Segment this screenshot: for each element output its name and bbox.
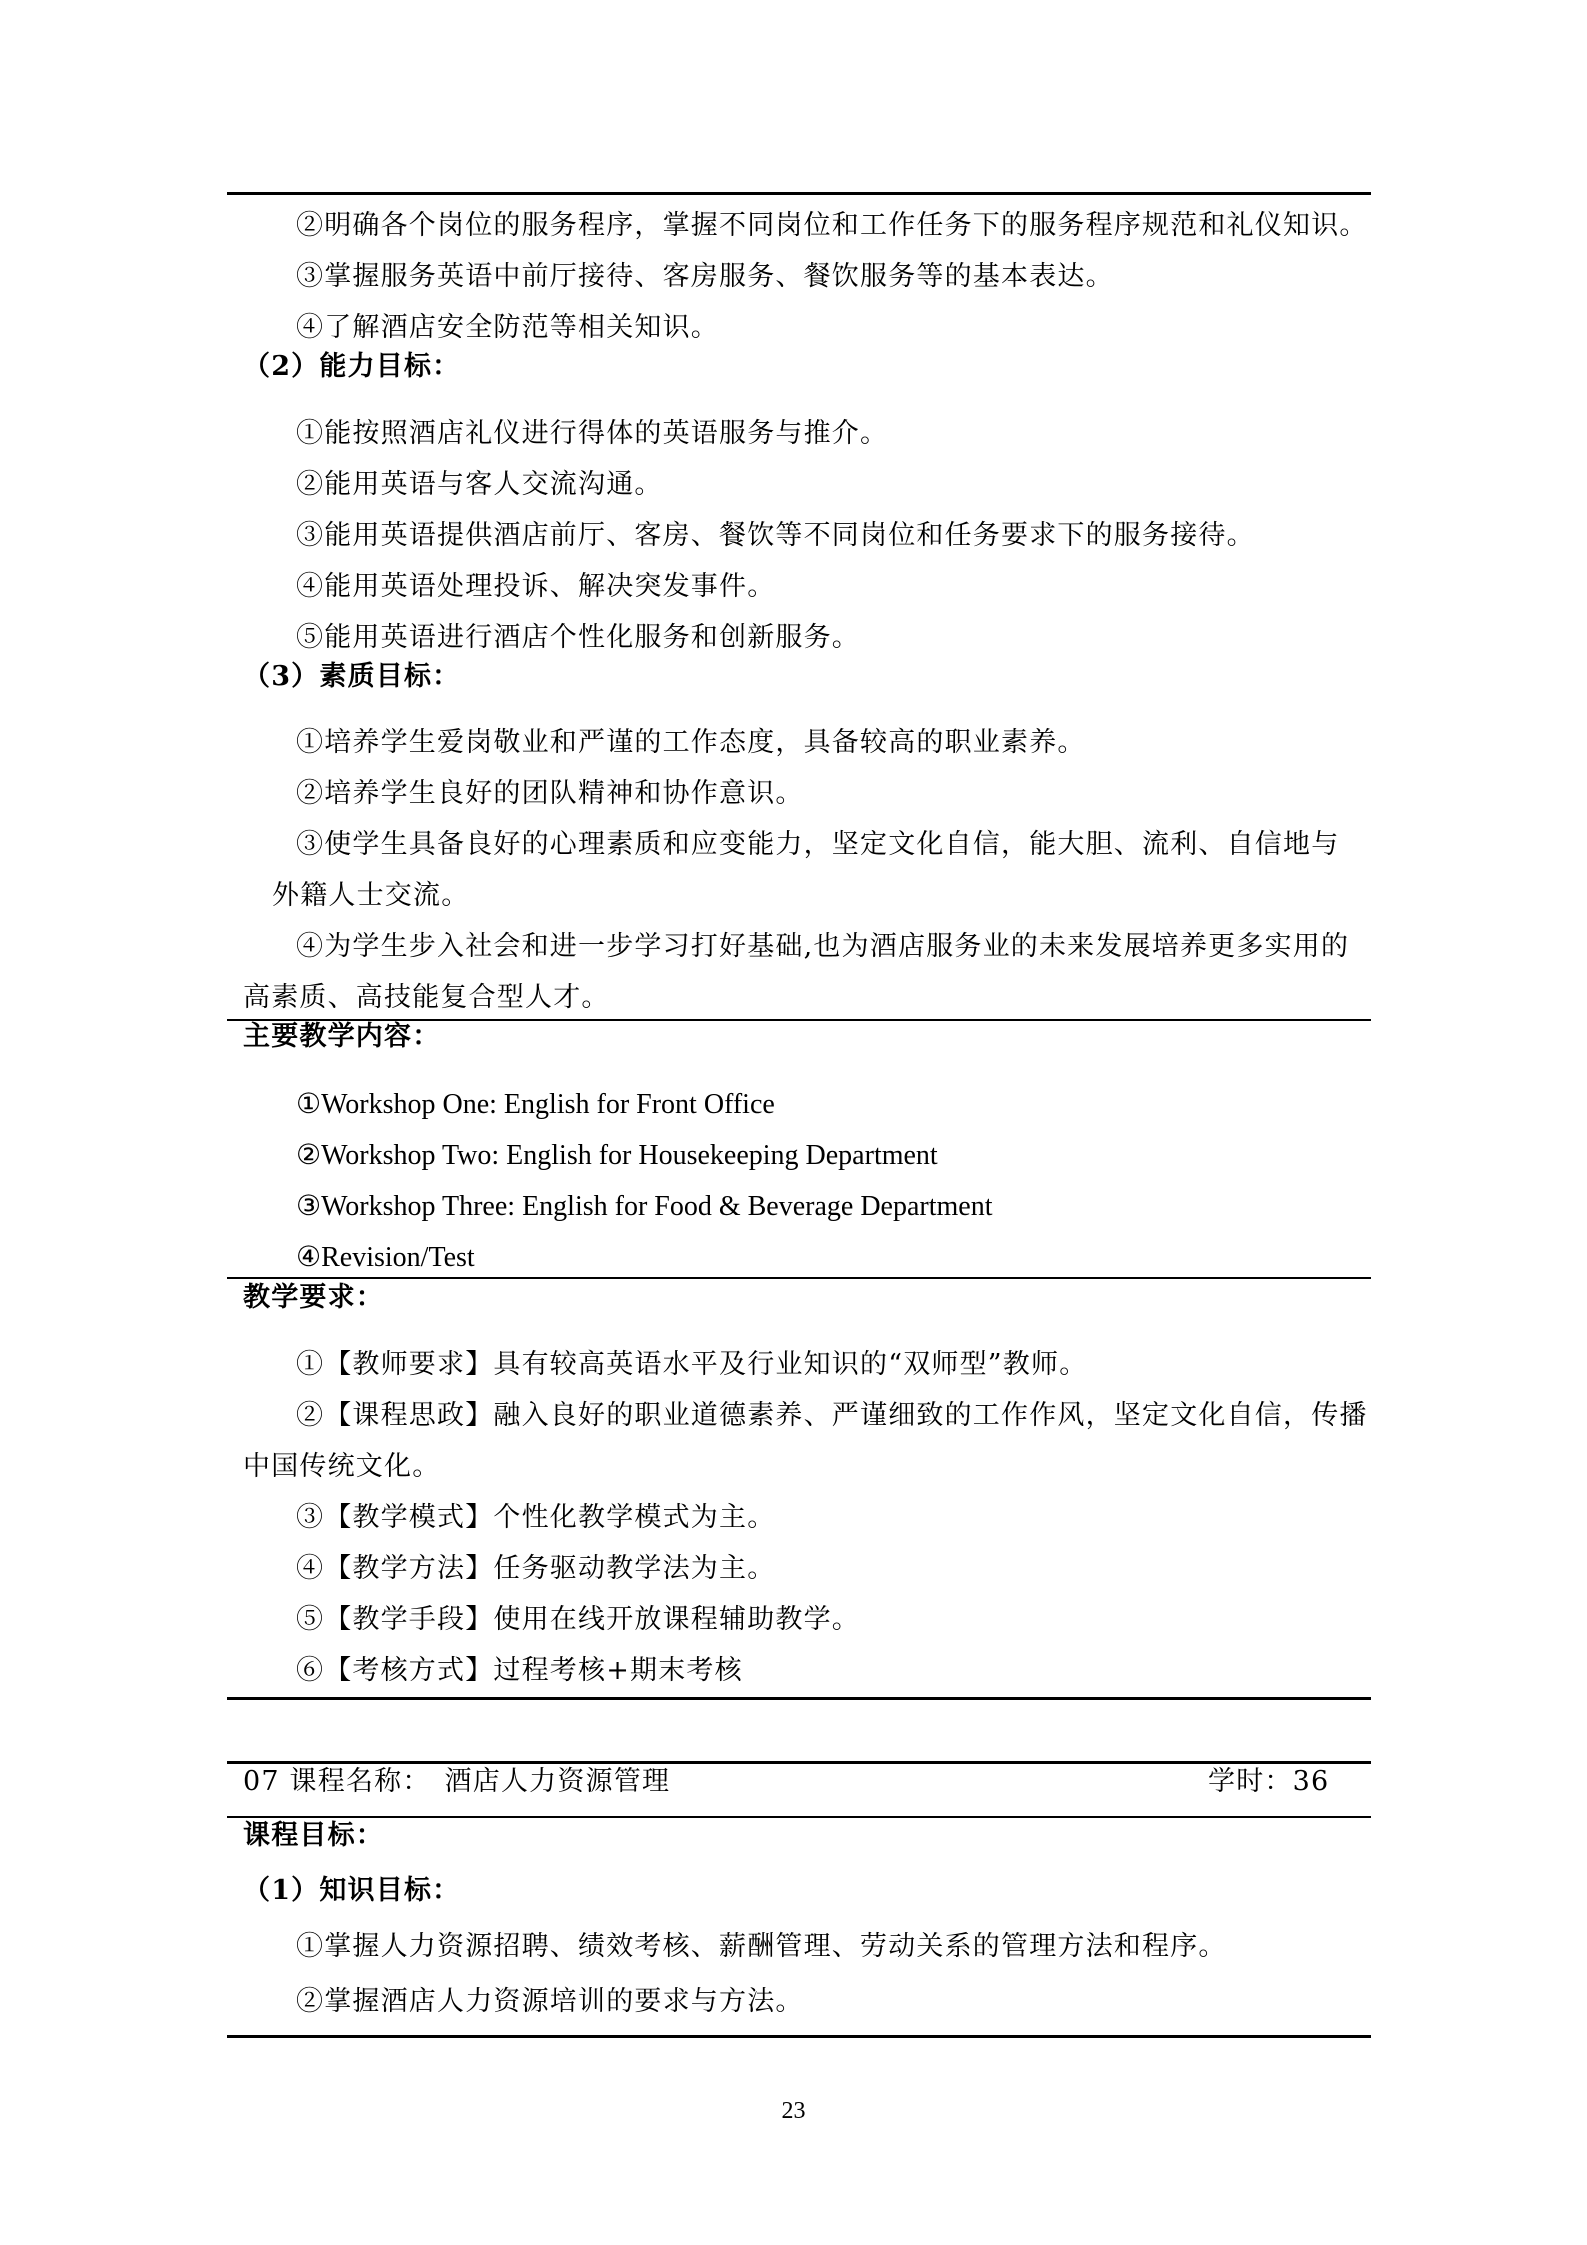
- table-bottom-rule: [227, 1697, 1371, 1700]
- section-divider: [227, 1277, 1371, 1279]
- quality-item-1: ①培养学生爱岗敬业和严谨的工作态度，具备较高的职业素养。: [296, 727, 1086, 758]
- ability-item-2: ②能用英语与客人交流沟通。: [296, 469, 663, 500]
- requirement-item-4: ④【教学方法】任务驱动教学法为主。: [296, 1553, 776, 1584]
- requirement-item-5: ⑤【教学手段】使用在线开放课程辅助教学。: [296, 1604, 860, 1635]
- course07-knowledge-item-1: ①掌握人力资源招聘、绩效考核、薪酬管理、劳动关系的管理方法和程序。: [296, 1931, 1227, 1962]
- hours-label: 学时：: [1208, 1766, 1293, 1797]
- knowledge-item-4: ④了解酒店安全防范等相关知识。: [296, 312, 719, 343]
- ability-item-1: ①能按照酒店礼仪进行得体的英语服务与推介。: [296, 418, 889, 449]
- content-item-3: ③Workshop Three: English for Food & Beverage Department: [296, 1191, 993, 1222]
- ability-item-3: ③能用英语提供酒店前厅、客房、餐饮等不同岗位和任务要求下的服务接待。: [296, 520, 1255, 551]
- section-divider: [227, 1816, 1371, 1818]
- objectives-heading: 课程目标：: [243, 1820, 384, 1851]
- requirement-item-6: ⑥【考核方式】过程考核+期末考核: [296, 1655, 743, 1686]
- requirements-heading: 教学要求：: [243, 1282, 384, 1313]
- quality-item-3-line1: ③使学生具备良好的心理素质和应变能力，坚定文化自信，能大胆、流利、自信地与: [296, 829, 1340, 860]
- quality-item-4-line1: ④为学生步入社会和进一步学习打好基础,也为酒店服务业的未来发展培养更多实用的: [296, 931, 1350, 962]
- quality-item-2: ②培养学生良好的团队精神和协作意识。: [296, 778, 804, 809]
- content-heading: 主要教学内容：: [243, 1021, 441, 1052]
- requirement-item-2-line2: 中国传统文化。: [243, 1451, 441, 1482]
- requirement-item-3: ③【教学模式】个性化教学模式为主。: [296, 1502, 776, 1533]
- top-rule: [227, 192, 1371, 195]
- knowledge-item-3: ③掌握服务英语中前厅接待、客房服务、餐饮服务等的基本表达。: [296, 261, 1114, 292]
- course07-knowledge-item-2: ②掌握酒店人力资源培训的要求与方法。: [296, 1986, 804, 2017]
- ability-item-4: ④能用英语处理投诉、解决突发事件。: [296, 571, 776, 602]
- content-item-2: ②Workshop Two: English for Housekeeping Department: [296, 1140, 938, 1171]
- course07-name: 酒店人力资源管理: [444, 1766, 671, 1797]
- course07-header: [243, 1764, 670, 1800]
- quality-item-3-line2: 外籍人士交流。: [272, 880, 470, 911]
- bottom-rule: [227, 2035, 1371, 2038]
- requirement-item-2-line1: ②【课程思政】融入良好的职业道德素养、严谨细致的工作作风，坚定文化自信，传播: [296, 1400, 1368, 1431]
- quality-item-4-line2: 高素质、高技能复合型人才。: [243, 982, 610, 1013]
- quality-heading: （3）素质目标：: [243, 661, 461, 692]
- hours-value: 36: [1292, 1766, 1330, 1797]
- course07-hours: [1208, 1764, 1329, 1800]
- knowledge-item-2: ②明确各个岗位的服务程序，掌握不同岗位和工作任务下的服务程序规范和礼仪知识。: [296, 210, 1368, 241]
- course07-knowledge-heading: （1）知识目标：: [243, 1875, 461, 1906]
- ability-heading: （2）能力目标：: [243, 351, 461, 382]
- requirement-item-1: ①【教师要求】具有较高英语水平及行业知识的“双师型”教师。: [296, 1349, 1088, 1380]
- ability-item-5: ⑤能用英语进行酒店个性化服务和创新服务。: [296, 622, 860, 653]
- course07-label: 07 课程名称：: [243, 1766, 431, 1797]
- page-number: 23: [781, 2098, 806, 2124]
- content-item-1: ①Workshop One: English for Front Office: [296, 1089, 775, 1120]
- content-item-4: ④Revision/Test: [296, 1242, 475, 1273]
